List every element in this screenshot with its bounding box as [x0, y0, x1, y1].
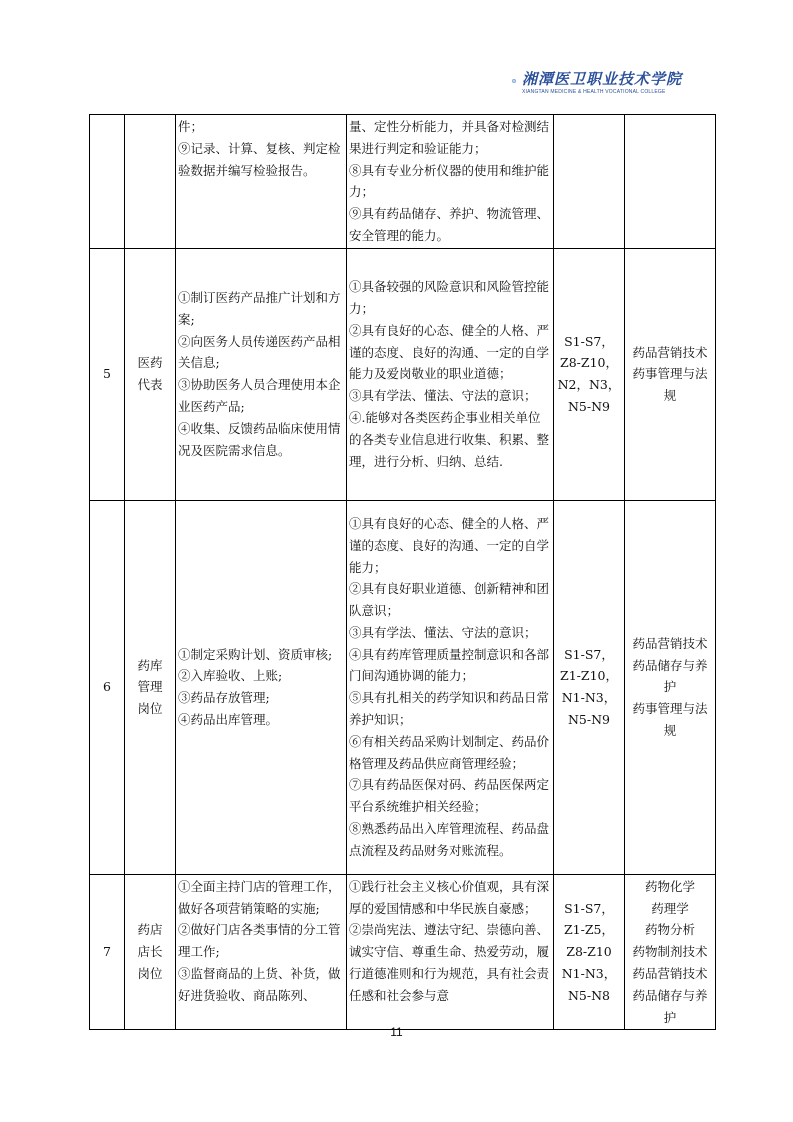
duty-item: ①制定采购计划、资质审核; — [178, 646, 333, 662]
row-number — [90, 115, 125, 249]
ability-item: ⑤具有扎相关的药学知识和药品日常养护知识； — [349, 690, 550, 728]
ability-item: ⑨具有药品储存、养护、物流管理、安全管理的能力。 — [349, 206, 550, 243]
code-item: S1-S7， — [564, 646, 614, 662]
duty-item: ②向医务人员传递医药产品相关信息; — [178, 333, 341, 371]
duty-item: ④收集、反馈药品临床使用情况及医院需求信息。 — [178, 420, 341, 458]
duty-item: ②做好门店各类事情的分工管理工作; — [178, 922, 341, 960]
position-name: 药店 — [137, 922, 163, 938]
course-item: 药品储存与养 — [632, 987, 708, 1003]
code-item: S1-S7， — [564, 333, 614, 349]
position-name: 代表 — [137, 377, 163, 393]
codes-cell — [554, 115, 625, 249]
courses-cell — [625, 874, 716, 1030]
code-item: N1-N3， — [561, 690, 617, 706]
position-name: 药库 — [137, 657, 163, 673]
ability-item: ①践行社会主义核心价值观，具有深厚的爱国情感和中华民族自豪感； — [349, 878, 550, 916]
course-item: 药品营销技术 — [632, 344, 708, 360]
codes-cell — [554, 874, 625, 1030]
position-name: 医药 — [137, 355, 163, 371]
codes-cell — [554, 248, 625, 500]
ability-item: ②具有良好职业道德、创新精神和团队意识； — [349, 581, 550, 619]
code-item: N5-N9 — [567, 399, 610, 415]
college-english-name: XIANGTAN MEDICINE & HEALTH VOCATIONAL COLLEGE — [521, 88, 666, 95]
course-item: 护 — [663, 1009, 677, 1025]
course-item: 药事管理与法 — [632, 366, 708, 382]
course-item: 药物分析 — [644, 922, 695, 938]
duties-cell — [176, 115, 347, 249]
position-name: 店长 — [137, 944, 163, 960]
code-item: Z8-Z10 — [566, 944, 612, 960]
row-number: 7 — [90, 874, 125, 1030]
duty-item: ①全面主持门店的管理工作，做好各项营销策略的实施; — [178, 878, 341, 916]
duty-item: ③监督商品的上货、补货，做好进货验收、商品陈列、 — [178, 965, 341, 1003]
row-number: 5 — [90, 248, 125, 500]
abilities-cell — [347, 248, 554, 500]
position-requirements-table — [89, 114, 716, 1030]
course-item: 药品营销技术 — [632, 965, 708, 981]
position-name: 岗位 — [137, 701, 163, 717]
code-item: S1-S7， — [564, 900, 614, 916]
position-name: 岗位 — [137, 965, 163, 981]
course-item: 药物化学 — [644, 878, 695, 894]
duty-item: ④药品出库管理。 — [178, 712, 279, 728]
row-number: 6 — [90, 500, 125, 874]
table-row — [90, 248, 716, 500]
courses-cell — [625, 115, 716, 249]
ability-item: ①具备较强的风险意识和风险管控能力； — [349, 279, 550, 316]
duty-item: ③药品存放管理; — [178, 690, 270, 706]
code-item: N1-N3， — [561, 965, 617, 981]
duty-item: ②入库验收、上账; — [178, 668, 283, 684]
code-item: N5-N8 — [567, 987, 610, 1003]
course-item: 规 — [663, 722, 677, 738]
ability-item: 量、定性分析能力，并具备对检测结果进行判定和验证能力； — [349, 119, 550, 156]
duty-item: ⑨记录、计算、复核、判定检验数据并编写检验报告。 — [178, 140, 341, 178]
course-item: 药品营销技术 — [632, 635, 708, 651]
ability-item: ②崇尚宪法、遵法守纪、崇德向善、诚实守信、尊重生命、热爱劳动，履行道德准则和行为规范，具有社会责任感和社会参与意 — [349, 922, 550, 1003]
courses-cell — [625, 248, 716, 500]
ability-item: ④.能够对各类医药企事业相关单位的各类专业信息进行收集、积累、整理，进行分析、归纳、总结. — [349, 409, 550, 469]
courses-cell — [625, 500, 716, 874]
position-cell — [125, 115, 176, 249]
table-row — [90, 500, 716, 874]
college-logo — [512, 62, 682, 100]
ability-item: ⑧具有专业分析仪器的使用和维护能力； — [349, 162, 550, 200]
college-name: 湘潭医卫职业技术学院 — [521, 69, 682, 88]
codes-cell — [554, 500, 625, 874]
ability-item: ⑧熟悉药品出入库管理流程、药品盘点流程及药品财务对账流程。 — [349, 821, 550, 858]
course-item: 护 — [663, 679, 677, 695]
position-cell — [125, 500, 176, 874]
course-item: 规 — [663, 388, 677, 404]
abilities-cell — [347, 500, 554, 874]
code-item: Z1-Z5， — [563, 922, 614, 938]
course-item: 药事管理与法 — [632, 701, 708, 717]
page-number: 11 — [390, 1025, 403, 1039]
course-item: 药品储存与养 — [632, 657, 708, 673]
table-row — [90, 115, 716, 249]
duty-item: 件； — [178, 119, 204, 134]
duties-cell — [176, 500, 347, 874]
college-emblem-icon — [512, 64, 516, 98]
course-item: 药理学 — [651, 900, 689, 916]
code-item: Z1-Z10， — [560, 668, 618, 684]
ability-item: ⑥有相关药品采购计划制定、药品价格管理及药品供应商管理经验； — [349, 733, 550, 771]
abilities-cell — [347, 874, 554, 1030]
ability-item: ③具有学法、懂法、守法的意识； — [349, 624, 537, 640]
position-cell — [125, 874, 176, 1030]
ability-item: ①具有良好的心态、健全的人格、严谨的态度、良好的沟通、一定的自学能力； — [349, 515, 550, 575]
duties-cell — [176, 874, 347, 1030]
duty-item: ③协助医务人员合理使用本企业医药产品; — [178, 377, 341, 415]
code-item: Z8-Z10， — [560, 355, 618, 371]
abilities-cell — [347, 115, 554, 249]
code-item: N5-N9 — [567, 712, 610, 728]
position-cell — [125, 248, 176, 500]
duties-cell — [176, 248, 347, 500]
table-row — [90, 874, 716, 1030]
duty-item: ①制订医药产品推广计划和方案; — [178, 290, 341, 327]
course-item: 药物制剂技术 — [632, 944, 708, 960]
position-name: 管理 — [137, 679, 163, 695]
ability-item: ④具有药库管理质量控制意识和各部门间沟通协调的能力； — [349, 646, 550, 684]
code-item: N2，N3， — [557, 377, 621, 393]
ability-item: ③具有学法、懂法、守法的意识； — [349, 388, 537, 404]
ability-item: ②具有良好的心态、健全的人格、严谨的态度、良好的沟通、一定的自学能力及爱岗敬业的职业道德； — [349, 322, 550, 382]
ability-item: ⑦具有药品医保对码、药品医保两定平台系统维护相关经验； — [349, 777, 550, 815]
